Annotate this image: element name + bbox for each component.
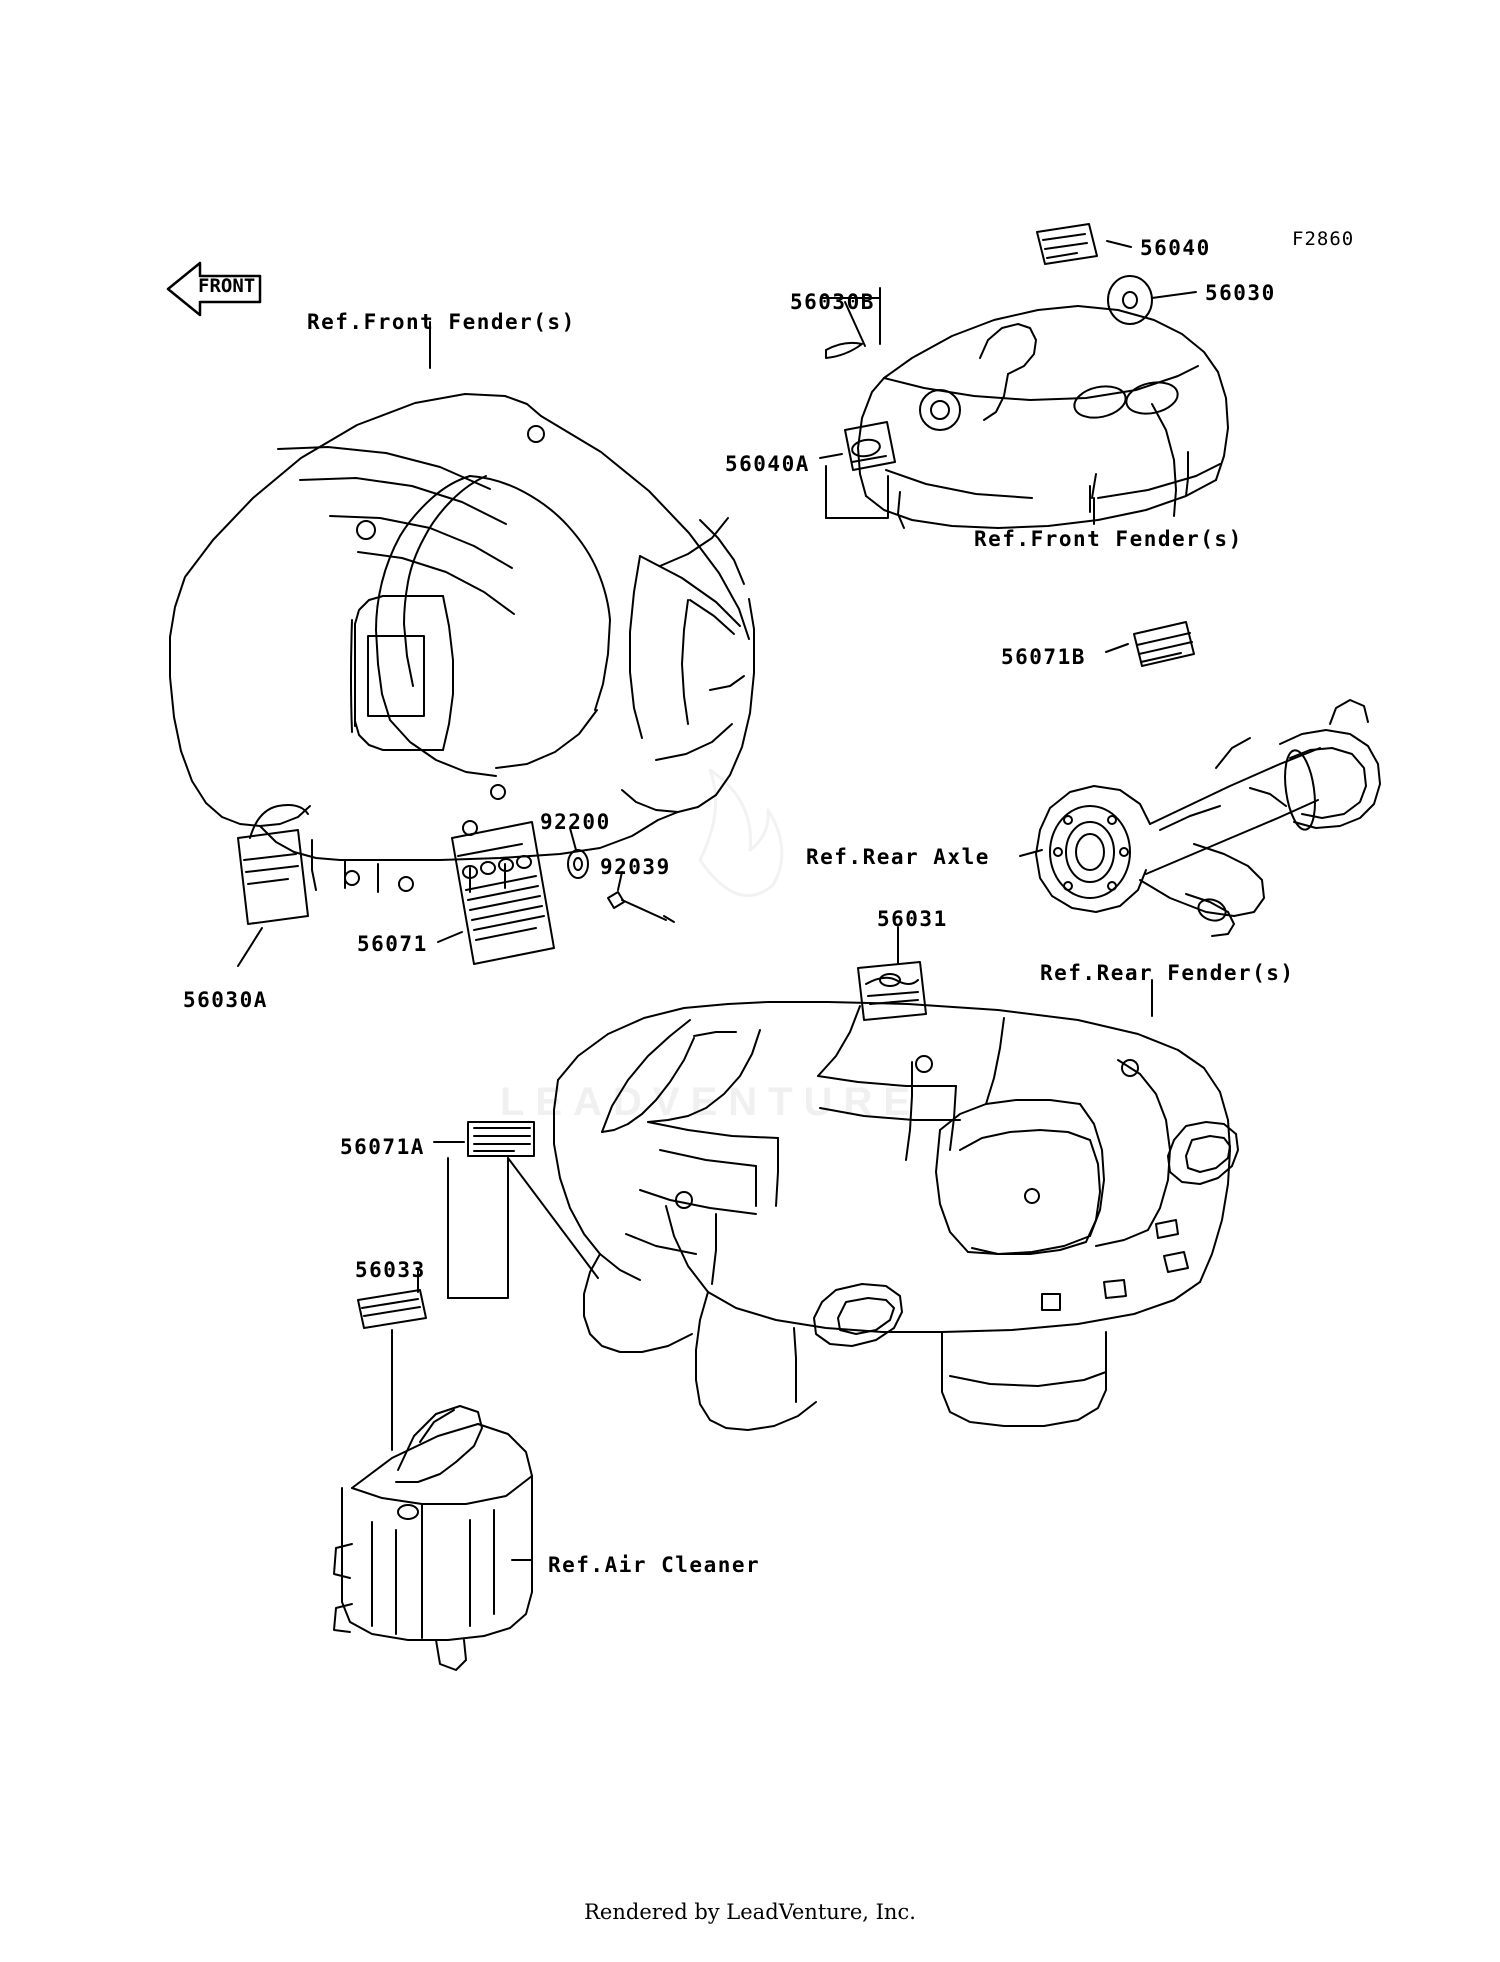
part-label-92039[interactable]: 92039 [600,855,671,879]
ref-rear-fender[interactable]: Ref.Rear Fender(s) [1040,961,1295,985]
part-label-56071B[interactable]: 56071B [1001,645,1086,669]
part-label-92200[interactable]: 92200 [540,810,611,834]
footer-credit: Rendered by LeadVenture, Inc. [584,1900,916,1924]
part-label-56030[interactable]: 56030 [1205,281,1276,305]
ref-front-fender-top[interactable]: Ref.Front Fender(s) [307,310,576,334]
part-label-56040[interactable]: 56040 [1140,236,1211,260]
part-label-56033[interactable]: 56033 [355,1258,426,1282]
part-label-56030B[interactable]: 56030B [790,290,875,314]
part-label-56040A[interactable]: 56040A [725,452,810,476]
part-label-56031[interactable]: 56031 [877,907,948,931]
part-label-56071A[interactable]: 56071A [340,1135,425,1159]
front-direction-badge [168,263,260,315]
front-arrow-label: FRONT [198,275,256,297]
ref-front-fender-right[interactable]: Ref.Front Fender(s) [974,527,1243,551]
part-label-56030A[interactable]: 56030A [183,988,268,1012]
part-label-56071[interactable]: 56071 [357,932,428,956]
ref-rear-axle[interactable]: Ref.Rear Axle [806,845,990,869]
ref-air-cleaner[interactable]: Ref.Air Cleaner [548,1553,761,1577]
diagram-code: F2860 [1292,228,1355,250]
watermark-text: LEADVENTURE [500,1080,922,1124]
